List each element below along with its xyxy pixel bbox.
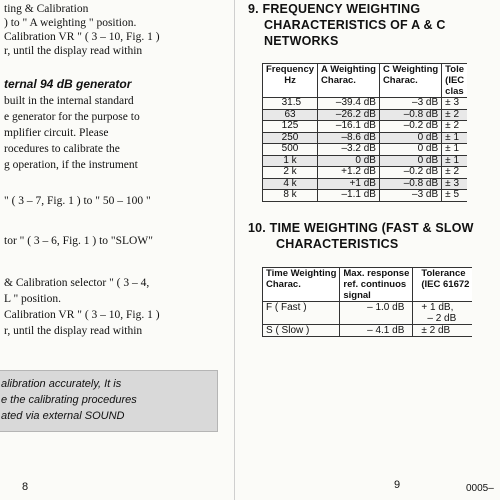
table-row	[263, 98, 468, 110]
table-cell: ± 3	[442, 98, 468, 110]
table-cell: ± 5	[442, 190, 468, 202]
table-cell: ± 2	[442, 121, 468, 133]
table-cell: 500	[263, 144, 318, 156]
table-cell: ± 3	[442, 178, 468, 190]
table-cell: S ( Slow )	[263, 325, 340, 337]
table-cell: ± 2	[442, 167, 468, 179]
table-cell: 4 k	[263, 178, 318, 190]
table-cell: 0 dB	[318, 155, 380, 167]
text-line: e generator for the purpose to	[4, 111, 140, 123]
table-row	[263, 121, 468, 133]
table-cell: ± 1	[442, 144, 468, 156]
section-9-title-line: 9. FREQUENCY WEIGHTING	[248, 2, 421, 16]
table-cell: –0.8 dB	[379, 178, 441, 190]
left-page	[0, 0, 232, 500]
table-cell: –0.2 dB	[379, 167, 441, 179]
table-cell: 2 k	[263, 167, 318, 179]
text-line: Calibration VR " ( 3 – 10, Fig. 1 )	[4, 309, 160, 321]
text-line: r, until the display read within	[4, 325, 143, 337]
text-line: ) to " A weighting " position.	[4, 17, 137, 29]
page-number: 8	[22, 481, 29, 493]
table-cell: 0 dB	[379, 155, 441, 167]
text-line: built in the internal standard	[4, 95, 134, 107]
table-cell: ± 2	[442, 109, 468, 121]
section-10-title-line: CHARACTERISTICS	[276, 237, 399, 251]
table-cell: 31.5	[263, 98, 318, 110]
table-cell: –8.6 dB	[318, 132, 380, 144]
page-divider	[234, 0, 235, 500]
note-line: e the calibrating procedures	[1, 394, 137, 406]
document-code: 0005–	[466, 483, 494, 494]
table-cell: –16.1 dB	[318, 121, 380, 133]
table-row	[263, 109, 468, 121]
table-cell: 1 k	[263, 155, 318, 167]
table-cell: ± 2 dB	[413, 325, 473, 337]
table-cell: +1 dB	[318, 178, 380, 190]
section-9-title-line: CHARACTERISTICS OF A & C	[264, 18, 446, 32]
column-header: A Weighting Charac.	[318, 64, 380, 98]
text-line: " ( 3 – 7, Fig. 1 ) to " 50 – 100 "	[4, 195, 151, 207]
table-cell: ± 1	[442, 155, 468, 167]
note-line: ated via external SOUND	[1, 410, 125, 422]
column-header: C Weighting Charac.	[379, 64, 441, 98]
table-cell: 8 k	[263, 190, 318, 202]
table-cell: 0 dB	[379, 132, 441, 144]
table-cell: 0 dB	[379, 144, 441, 156]
table-cell: –0.8 dB	[379, 109, 441, 121]
table-row	[263, 144, 468, 156]
right-page	[238, 0, 500, 500]
subsection-heading: ternal 94 dB generator	[4, 77, 132, 91]
text-line: r, until the display read within	[4, 45, 143, 57]
note-box	[0, 370, 218, 432]
table-row	[263, 190, 468, 202]
table-cell: – 1.0 dB	[340, 302, 413, 325]
column-header: Max. response ref. continuos signal	[340, 268, 413, 302]
table-header-row	[263, 268, 473, 302]
table-cell: ± 1	[442, 132, 468, 144]
note-line: alibration accurately, It is	[1, 378, 122, 390]
text-line: Calibration VR " ( 3 – 10, Fig. 1 )	[4, 31, 160, 43]
section-10-title-line: 10. TIME WEIGHTING (FAST & SLOW	[248, 221, 474, 235]
table-cell: –39.4 dB	[318, 98, 380, 110]
table-row	[263, 178, 468, 190]
frequency-weighting-table	[262, 63, 467, 202]
table-cell: 63	[263, 109, 318, 121]
table-cell: 250	[263, 132, 318, 144]
table-cell: 125	[263, 121, 318, 133]
table-row	[263, 167, 468, 179]
table-cell: –26.2 dB	[318, 109, 380, 121]
column-header: Tolerance (IEC 61672	[413, 268, 473, 302]
text-line: tor " ( 3 – 6, Fig. 1 ) to "SLOW"	[4, 235, 153, 247]
text-line: ting & Calibration	[4, 3, 89, 15]
text-line: g operation, if the instrument	[4, 159, 138, 171]
table-cell: + 1 dB, – 2 dB	[413, 302, 473, 325]
table-row	[263, 132, 468, 144]
table-cell: –0.2 dB	[379, 121, 441, 133]
table-cell: –1.1 dB	[318, 190, 380, 202]
table-cell: – 4.1 dB	[340, 325, 413, 337]
page-number: 9	[394, 479, 401, 491]
section-9-title-line: NETWORKS	[264, 34, 339, 48]
table-header-row	[263, 64, 468, 98]
column-header: Time Weighting Charac.	[263, 268, 340, 302]
table-cell: –3 dB	[379, 190, 441, 202]
column-header: Tole (IEC clas	[442, 64, 468, 98]
text-line: rocedures to calibrate the	[4, 143, 120, 155]
table-cell: –3 dB	[379, 98, 441, 110]
table-cell: –3.2 dB	[318, 144, 380, 156]
column-header: Frequency Hz	[263, 64, 318, 98]
time-weighting-table	[262, 267, 472, 337]
table-row	[263, 325, 473, 337]
table-cell: F ( Fast )	[263, 302, 340, 325]
table-row	[263, 302, 473, 325]
text-line: mplifier circuit. Please	[4, 127, 109, 139]
table-row	[263, 155, 468, 167]
text-line: & Calibration selector " ( 3 – 4,	[4, 277, 150, 289]
text-line: L " position.	[4, 293, 61, 305]
table-cell: +1.2 dB	[318, 167, 380, 179]
